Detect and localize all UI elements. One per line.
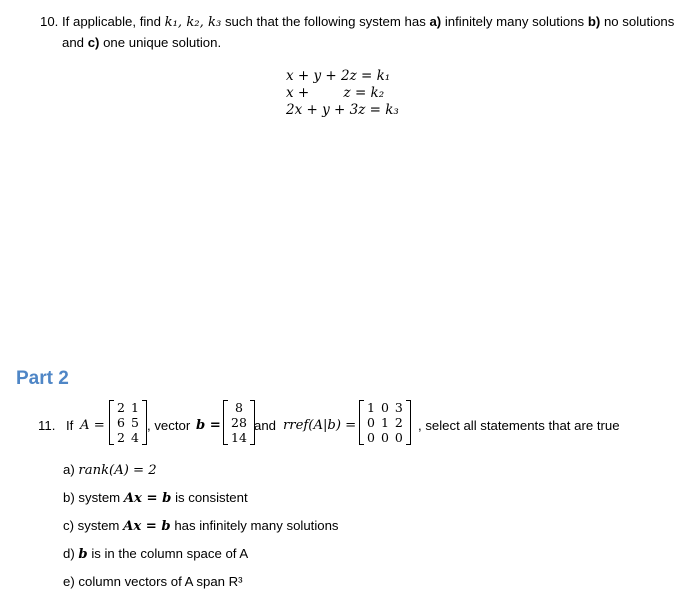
equation-2: x + z = k₂ <box>286 85 385 101</box>
vector-cell: 28 <box>231 415 247 430</box>
vector-cell: 8 <box>234 400 243 415</box>
matrix-cell: 1 <box>367 400 375 415</box>
right-bracket <box>406 400 411 445</box>
question-11-number: 11. <box>38 418 56 433</box>
left-bracket <box>109 400 114 445</box>
vector-b <box>228 400 250 445</box>
question-10-vars: k₁, k₂, k₃ <box>164 15 222 30</box>
matrix-A-label: A = <box>80 418 105 433</box>
matrix-cell: 0 <box>394 430 403 445</box>
matrix-cell: 5 <box>130 415 139 430</box>
matrix-cell: 2 <box>117 430 125 445</box>
left-bracket <box>359 400 364 445</box>
matrix-cell: 2 <box>117 400 125 415</box>
matrix-cell: 2 <box>394 415 403 430</box>
equation-system <box>286 68 399 119</box>
question-10-number: 10. <box>40 14 59 29</box>
question-11: 11. If A = 2 1 6 5 2 4 , vector b = 8 28 14 and rref(A|b) = 1 0 3 0 1 2 0 0 0 , select all statements that are true <box>38 400 620 445</box>
matrix-cell: 4 <box>130 430 139 445</box>
matrix-cell: 0 <box>367 430 375 445</box>
option-d[interactable]: d) b is in the column space of A <box>63 546 249 562</box>
option-a[interactable]: a) rank(A) = 2 <box>63 462 157 478</box>
equation-1: x + y + 2z = k₁ <box>286 68 391 84</box>
matrix-cell: 0 <box>380 400 389 415</box>
matrix-cell: 0 <box>367 415 375 430</box>
question-10-text: If applicable, find k₁, k₂, k₃ such that the following system has a) infinitely many solutions b) no solutions and c) one unique solution. <box>62 14 675 50</box>
matrix-cell: 0 <box>380 430 389 445</box>
matrix-cell: 3 <box>394 400 403 415</box>
part-2-heading: Part 2 <box>16 368 69 389</box>
vector-b-label: b = <box>196 418 221 433</box>
matrix-A <box>114 400 142 445</box>
matrix-cell: 6 <box>117 415 125 430</box>
left-bracket <box>223 400 228 445</box>
rref-label: rref(A|b) = <box>283 418 357 433</box>
option-c[interactable]: c) system Ax = b has infinitely many solutions <box>63 518 339 534</box>
matrix-rref <box>364 400 406 445</box>
vector-cell: 14 <box>231 430 247 445</box>
equation-3: 2x + y + 3z = k₃ <box>286 102 399 118</box>
question-10 <box>40 12 680 53</box>
option-e[interactable]: e) column vectors of A span R³ <box>63 574 243 589</box>
matrix-cell: 1 <box>130 400 139 415</box>
option-b[interactable]: b) system Ax = b is consistent <box>63 490 248 506</box>
matrix-cell: 1 <box>380 415 389 430</box>
